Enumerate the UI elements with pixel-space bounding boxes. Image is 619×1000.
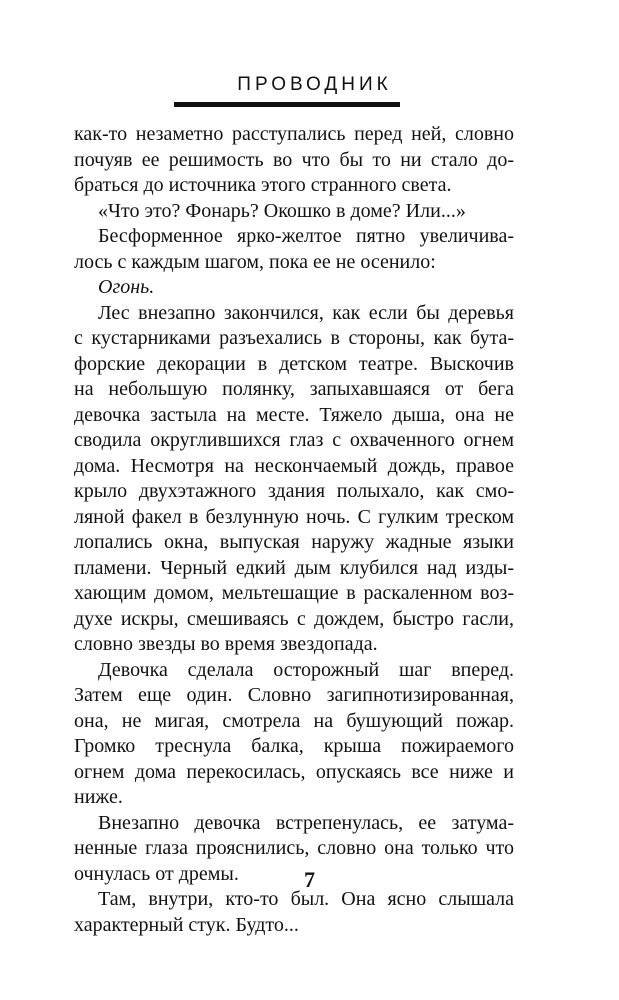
- text-line: ляной факел в безлунную ночь. С гулким треском: [74, 505, 514, 528]
- text-line: ниже.: [74, 786, 123, 808]
- text-line: браться до источника этого странного света.: [74, 174, 452, 196]
- text-line: словно звезды во время звездопада.: [74, 633, 378, 655]
- text-line: почуяв ее решимость во что бы то ни стало до-: [74, 148, 514, 171]
- text-line: ненные глаза прояснились, словно она только что: [74, 837, 514, 859]
- text-line: Огонь.: [98, 276, 155, 298]
- text-line: Затем еще один. Словно загипнотизированная,: [74, 684, 514, 706]
- paragraph: [74, 199, 514, 225]
- body-text: [74, 122, 514, 938]
- header-rule: [174, 102, 400, 107]
- text-line: Лес внезапно закончился, как если бы деревья: [98, 301, 514, 324]
- text-line: крыло двухэтажного здания полыхало, как смо-: [74, 480, 514, 502]
- text-line: духе искры, смешиваясь с дождем, быстро гасли,: [74, 607, 514, 630]
- paragraph: [74, 887, 514, 938]
- paragraph: [74, 122, 514, 199]
- text-line: огнем дома перекосилась, опускаясь все ниже и: [74, 760, 514, 783]
- text-line: девочка застыла на месте. Тяжело дыша, она не: [74, 403, 514, 426]
- page-number: 7: [304, 867, 315, 892]
- running-head: [0, 74, 619, 96]
- text-line: она, не мигая, смотрела на бушующий пожар.: [74, 709, 514, 732]
- paragraph: [74, 301, 514, 658]
- text-line: Девочка сделала осторожный шаг вперед.: [98, 658, 514, 681]
- text-line: лось с каждым шагом, пока ее не осенило:: [74, 250, 436, 273]
- text-line: очнулась от дремы.: [74, 862, 239, 885]
- text-line: форские декорации в детском театре. Выскочив: [74, 352, 514, 375]
- text-line: лопались окна, выпуская наружу жадные языки: [74, 531, 514, 553]
- paragraph: [74, 275, 514, 301]
- paragraph: [74, 224, 514, 275]
- text-line: сводила округлившихся глаз с охваченного огнем: [74, 429, 514, 451]
- text-line: «Что это? Фонарь? Окошко в доме? Или...»: [98, 199, 466, 222]
- text-line: Внезапно девочка встрепенулась, ее затума-: [98, 811, 514, 834]
- running-head-title: ПРОВОДНИК: [237, 74, 392, 95]
- text-line: Громко треснула балка, крыша пожираемого: [74, 735, 514, 757]
- text-line: пламени. Черный едкий дым клубился над изды-: [74, 556, 514, 579]
- text-line: Там, внутри, кто-то был. Она ясно слышала: [98, 888, 514, 910]
- text-line: дома. Несмотря на нескончаемый дождь, правое: [74, 454, 514, 477]
- text-line: на небольшую полянку, запыхавшаяся от бега: [74, 378, 514, 400]
- text-line: характерный стук. Будто...: [74, 913, 299, 936]
- text-line: с кустарниками разъехались в стороны, как бута-: [74, 327, 514, 349]
- text-line: хающим домом, мельтешащие в раскаленном воз-: [74, 582, 514, 604]
- text-line: как-то незаметно расступались перед ней, словно: [74, 123, 514, 145]
- text-line: Бесформенное ярко-желтое пятно увеличива-: [98, 225, 514, 247]
- paragraph: [74, 658, 514, 811]
